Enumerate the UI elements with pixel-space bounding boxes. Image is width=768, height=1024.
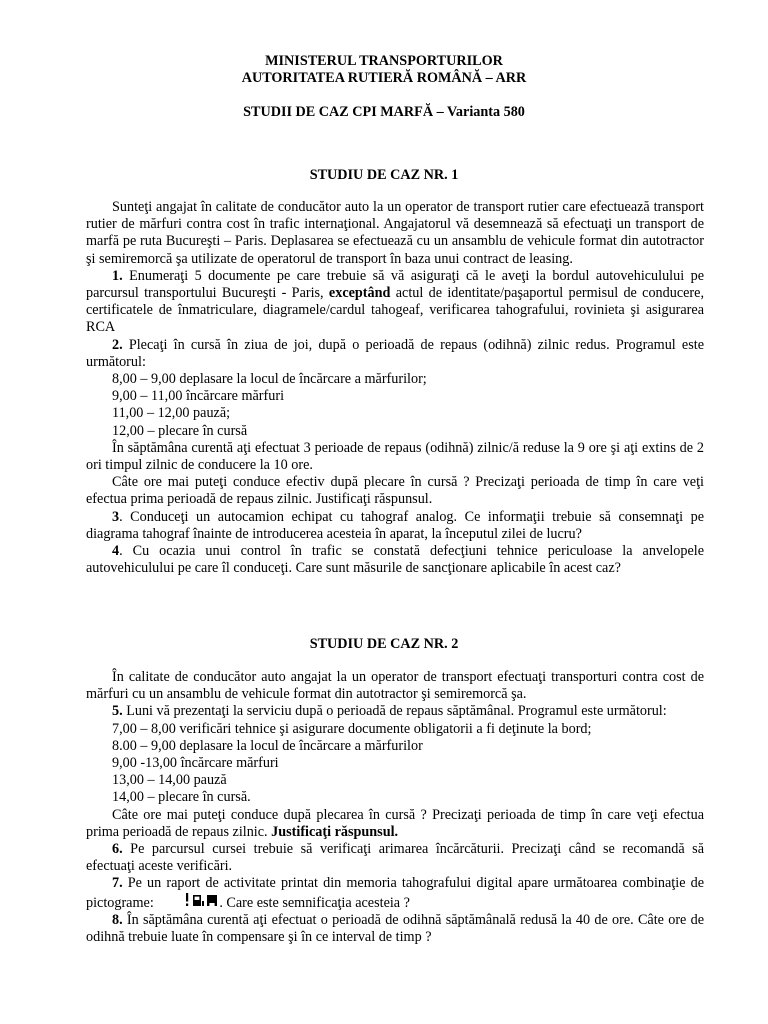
question-6-text: Pe parcursul cursei trebuie să verificaţi arimarea încărcăturii. Precizaţi când se recomandă să efectuaţi aceste verificări. <box>86 841 704 875</box>
question-4 <box>86 543 704 577</box>
tachograph-pictogram-icon <box>157 893 219 912</box>
document-title: STUDII DE CAZ CPI MARFĂ – Varianta 580 <box>243 104 525 120</box>
question-8 <box>86 912 704 946</box>
question-5-question-text: Câte ore mai puteţi conduce după plecarea în cursă ? Precizaţi perioada de timp în care veţi efectua prima perioadă de repaus zilnic. <box>86 806 704 840</box>
question-2-number: 2. <box>112 336 123 353</box>
case2-heading: STUDIU DE CAZ NR. 2 <box>309 636 459 652</box>
ministry-heading: MINISTERUL TRANSPORTURILOR <box>265 53 503 69</box>
question-7-text-b: . Care este semnificaţia acesteia ? <box>219 894 410 911</box>
question-4-number: 4 <box>112 543 120 560</box>
question-5-text: Luni vă prezentaţi la serviciu după o perioadă de repaus săptămânal. Programul este următorul: <box>122 703 667 720</box>
question-7-number: 7. <box>112 875 123 892</box>
question-4-text: . Cu ocazia unui control în trafic se constată defecţiuni tehnice periculoase la anvelopele autovehiculului pe care îl conduceţi. Care sunt măsurile de sancţionare aplicabile în acest caz? <box>86 543 704 577</box>
schedule2-item: 8.00 – 9,00 deplasare la locul de încărcare a mărfurilor <box>112 737 423 754</box>
question-7-text-a: Pe un raport de activitate printat din memoria tahografului digital apare următoarea combinaţie de pictograme: <box>86 875 704 911</box>
question-1 <box>86 268 704 337</box>
schedule1-item: 11,00 – 12,00 pauză; <box>112 405 231 422</box>
question-1-number: 1. <box>112 267 123 284</box>
case2-body <box>86 669 704 946</box>
question-2-question: Câte ore mai puteţi conduce efectiv după plecare în cursă ? Precizaţi perioada de timp în care veţi efectua prima perioadă de repaus zilnic. Justificaţi răspunsul. <box>86 474 704 508</box>
question-2-text: Plecaţi în cursă în ziua de joi, după o perioadă de repaus (odihnă) zilnic redus. Programul este următorul: <box>86 336 704 370</box>
schedule2-item: 9,00 -13,00 încărcare mărfuri <box>112 755 279 772</box>
schedule1-item: 9,00 – 11,00 încărcare mărfuri <box>112 388 285 405</box>
case1-heading: STUDIU DE CAZ NR. 1 <box>309 167 459 183</box>
question-3-number: 3 <box>112 508 120 525</box>
schedule2-item: 14,00 – plecare în cursă. <box>112 789 251 806</box>
question-1-bold: exceptând <box>328 285 391 302</box>
question-1-text-b: actul de identitate/paşaportul permisul de conducere, certificatele de înmatriculare, diagramele/cardul tahogeaf, verificarea tahografului, rovinieta şi asigurarea RCA <box>86 285 704 336</box>
question-6 <box>86 841 704 875</box>
schedule2-item: 7,00 – 8,00 verificări tehnice şi asigurare documente obligatorii a fi deţinute la bord; <box>112 720 592 737</box>
authority-heading: AUTORITATEA RUTIERĂ ROMÂNĂ – ARR <box>241 70 527 86</box>
question-7 <box>86 875 704 911</box>
question-3-text: . Conduceţi un autocamion echipat cu tahograf analog. Ce informaţii trebuie să consemnaţi pe diagrama tahograf înainte de introducerea acesteia în aparat, la începutul zilei de lucru? <box>86 508 704 542</box>
case1-intro: Sunteţi angajat în calitate de conducător auto la un operator de transport rutier care efectuează transport rutier de mărfuri contra cost în trafic internaţional. Angajatorul vă desemnează să efectuaţi un transport de marfă pe ruta Bucureşti – Paris. Deplasarea se efectuează cu un ansamblu de vehicule format din autotractor şi semiremorcă şa utilizate de operatorul de transport în baza unui contract de leasing. <box>86 199 704 267</box>
question-8-text: În săptămâna curentă aţi efectuat o perioadă de odihnă săptămânală redusă la 40 de ore. Câte ore de odihnă trebuie luate în compensare şi în ce interval de timp ? <box>86 911 704 946</box>
case1-body <box>86 199 704 577</box>
question-5-number: 5. <box>112 703 123 720</box>
question-5-bold: Justificaţi răspunsul. <box>271 823 399 840</box>
question-5-question <box>86 807 704 841</box>
question-3 <box>86 509 704 543</box>
question-8-number: 8. <box>112 911 123 928</box>
schedule1-item: 8,00 – 9,00 deplasare la locul de încărcare a mărfurilor; <box>112 371 427 388</box>
question-5 <box>86 703 704 720</box>
case2-intro: În calitate de conducător auto angajat la un operator de transport efectuaţi transporturi contra cost de mărfuri cu un ansamblu de vehicule format din autotractor şi semiremorcă şa. <box>86 669 704 703</box>
schedule1-item: 12,00 – plecare în cursă <box>112 422 248 439</box>
schedule2-item: 13,00 – 14,00 pauză <box>112 772 227 789</box>
question-6-number: 6. <box>112 841 123 858</box>
question-1-text-a: Enumeraţi 5 documente pe care trebuie să vă asiguraţi că le aveţi la bordul autovehiculului pe parcursul transportului Bucureşti - Paris, <box>86 267 704 302</box>
question-2 <box>86 337 704 371</box>
question-2-note: În săptămâna curentă aţi efectuat 3 perioade de repaus (odihnă) zilnic/ă reduse la 9 ore şi aţi extins de 2 ori timpul zilnic de conducere la 10 ore. <box>86 439 704 474</box>
